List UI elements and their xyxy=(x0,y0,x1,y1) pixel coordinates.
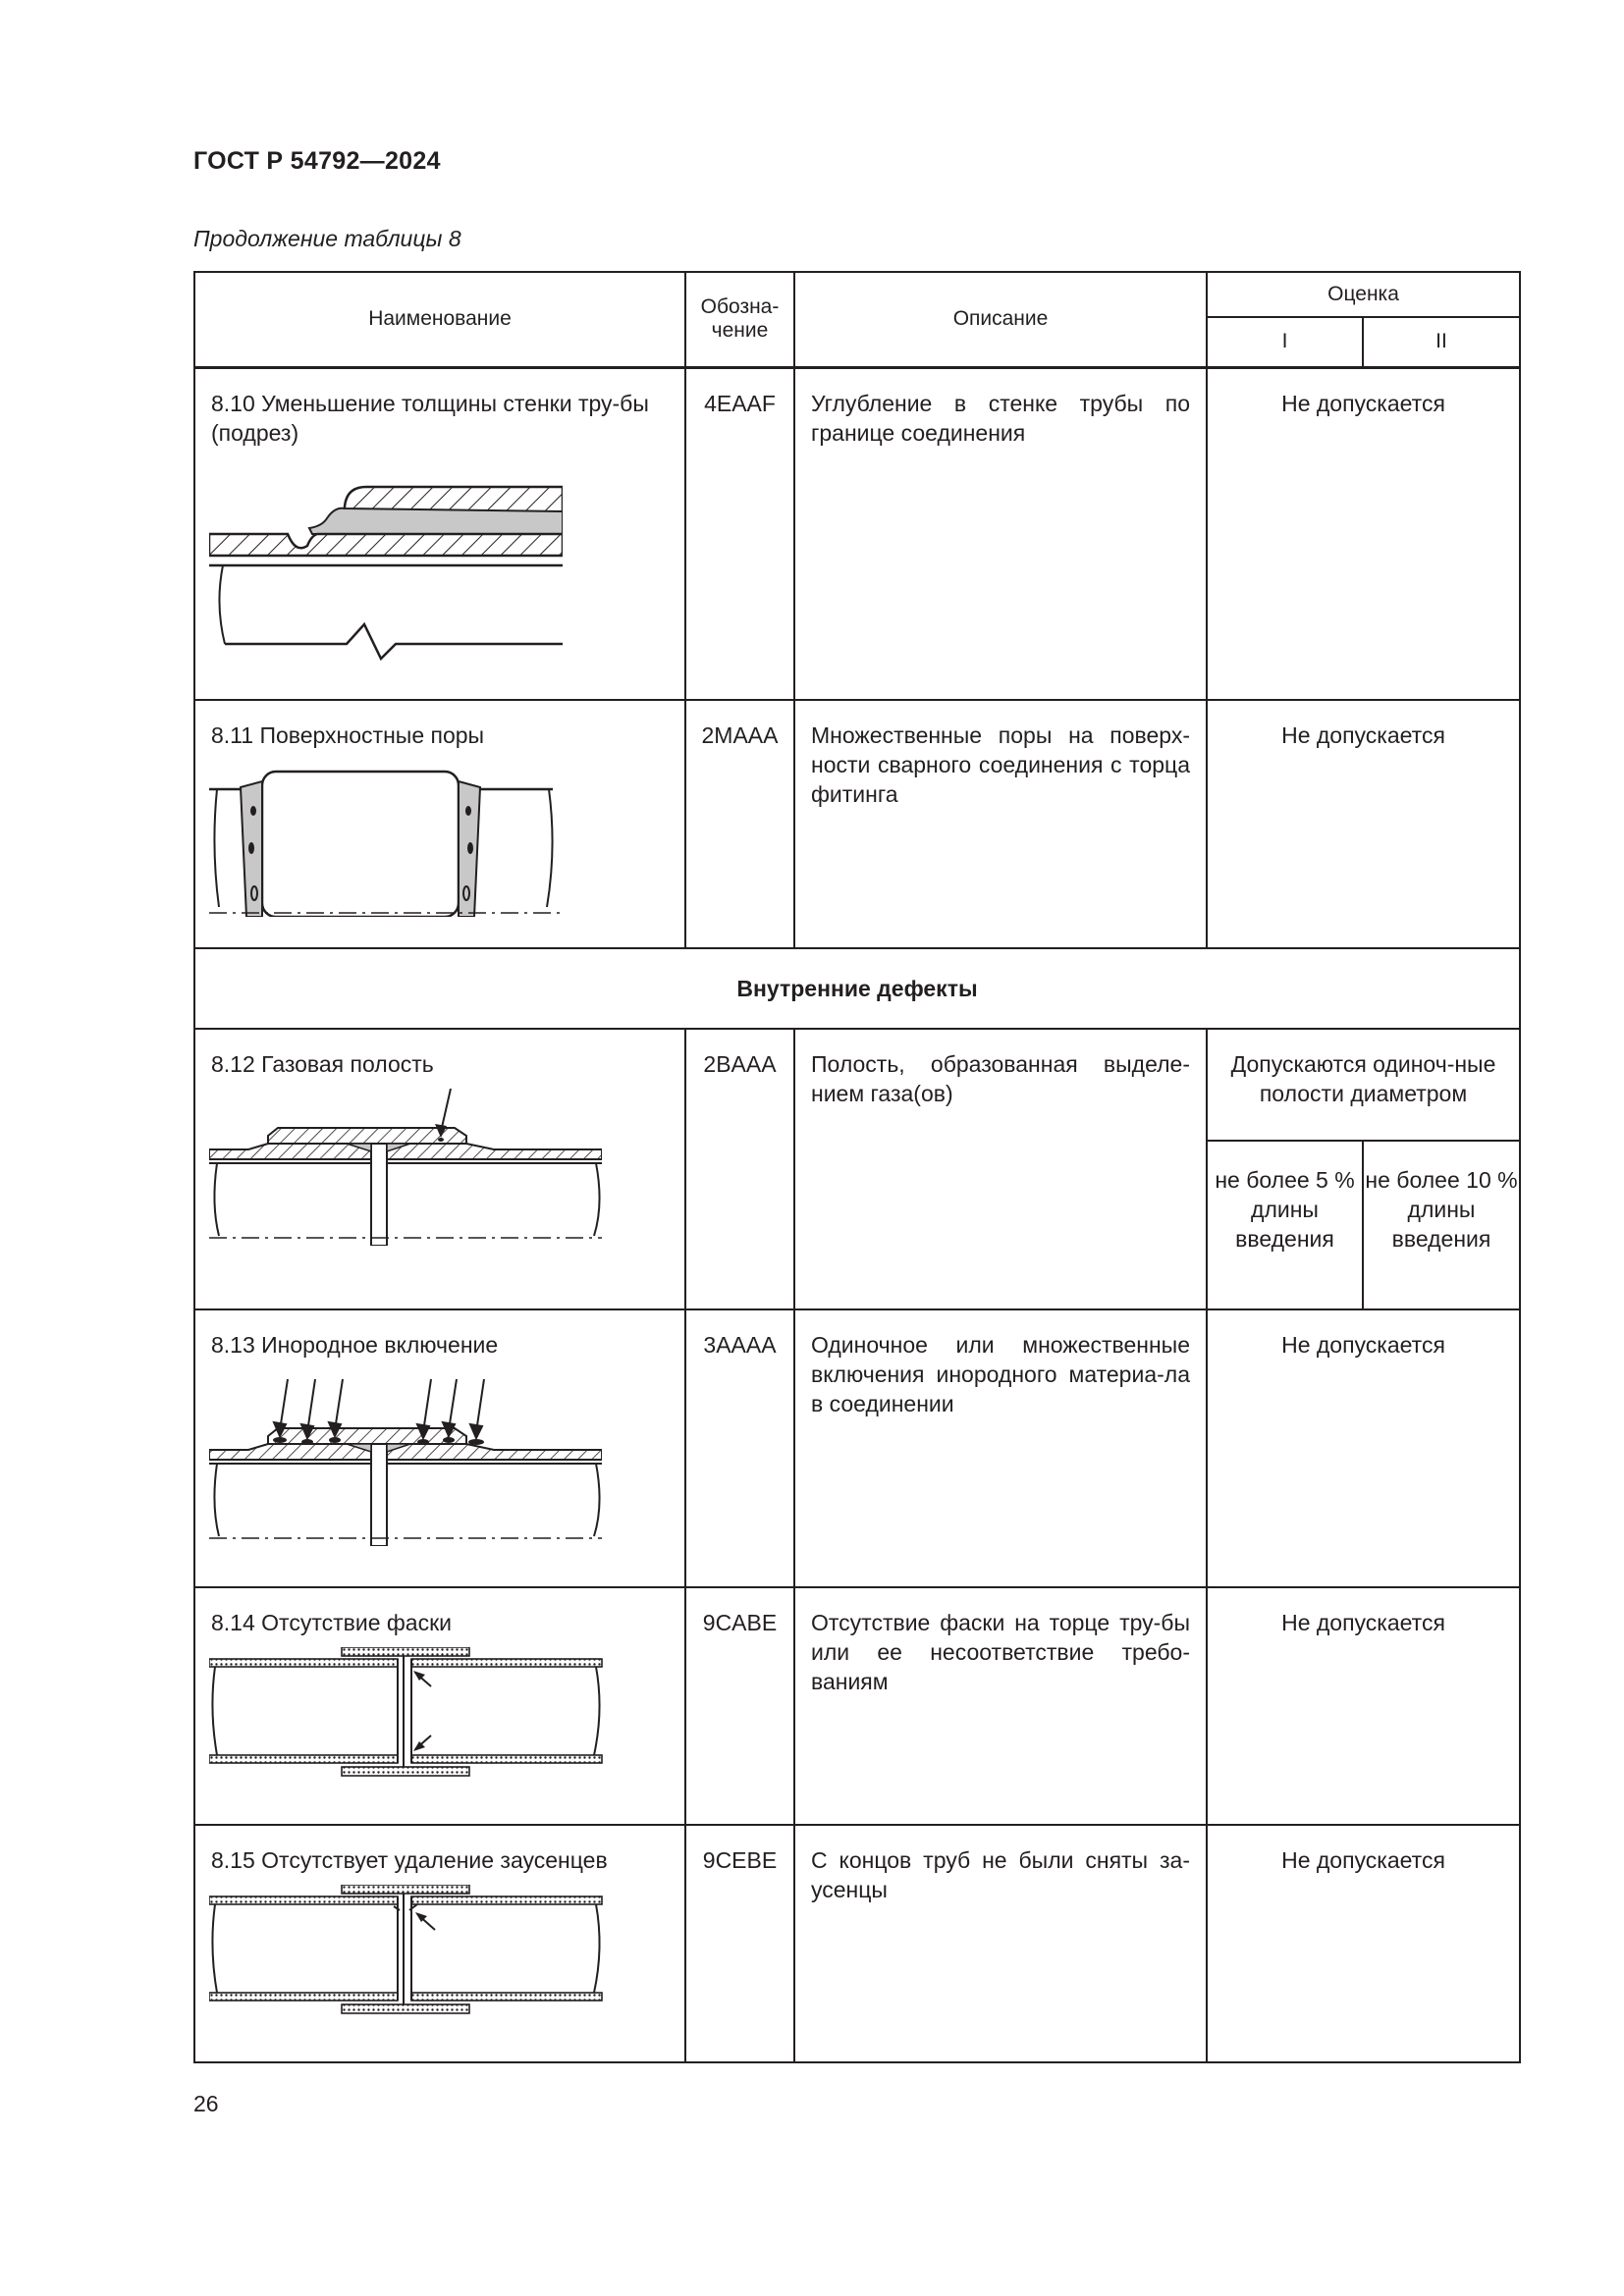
defect-code: 4EAAF xyxy=(685,367,794,700)
foreign-inclusion-diagram xyxy=(209,1369,602,1546)
document-id: ГОСТ Р 54792—2024 xyxy=(193,147,441,175)
table-row xyxy=(194,1587,1520,1824)
col-header-assessment: Оценка xyxy=(1207,272,1520,317)
defect-description: С концов труб не были сняты за-усенцы xyxy=(794,1825,1207,2062)
defect-name: 8.14 Отсутствие фаски xyxy=(211,1610,453,1636)
col-header-level-1: I xyxy=(1207,317,1363,367)
defect-description: Отсутствие фаски на торце тру-бы или ее несоответствие требо-ваниям xyxy=(794,1587,1207,1824)
defect-name: 8.11 Поверхностные поры xyxy=(211,721,485,748)
defect-name: 8.12 Газовая полость xyxy=(211,1050,434,1077)
defect-description: Углубление в стенке трубы по границе соединения xyxy=(794,367,1207,700)
defect-assessment: Не допускается xyxy=(1207,1309,1520,1588)
defect-assessment: Не допускается xyxy=(1207,700,1520,948)
section-title: Внутренние дефекты xyxy=(194,948,1520,1028)
col-header-description: Описание xyxy=(794,272,1207,367)
defect-assessment: Не допускается xyxy=(1207,1825,1520,2062)
page-number: 26 xyxy=(193,2091,219,2116)
undercut-diagram xyxy=(209,457,563,664)
col-header-code: Обозна- чение xyxy=(685,272,794,367)
defect-name: 8.10 Уменьшение толщины стенки тру-бы (подрез) xyxy=(211,390,649,446)
defect-name: 8.13 Инородное включение xyxy=(211,1331,499,1358)
table-row xyxy=(194,1309,1520,1588)
defect-assessment: Не допускается xyxy=(1207,1587,1520,1824)
burr-not-removed-diagram xyxy=(209,1885,622,2022)
defect-description: Одиночное или множественные включения инородного материа-ла в соединении xyxy=(794,1309,1207,1588)
defect-code: 9CABE xyxy=(685,1587,794,1824)
defects-table xyxy=(193,271,1521,2063)
defect-code: 9CEBE xyxy=(685,1825,794,2062)
col-header-name: Наименование xyxy=(194,272,685,367)
col-header-level-2: II xyxy=(1363,317,1520,367)
missing-chamfer-diagram xyxy=(209,1647,622,1785)
table-header-row xyxy=(194,272,1520,317)
defect-code: 2MAAA xyxy=(685,700,794,948)
defect-code: 3AAAA xyxy=(685,1309,794,1588)
defect-assessment-level-2: не более 10 % длины введения xyxy=(1363,1141,1520,1309)
table-row xyxy=(194,700,1520,948)
defect-assessment: Не допускается xyxy=(1207,367,1520,700)
defect-description: Множественные поры на поверх-ности сварного соединения с торца фитинга xyxy=(794,700,1207,948)
table-row xyxy=(194,1825,1520,2062)
section-row xyxy=(194,948,1520,1028)
table-row xyxy=(194,1029,1520,1141)
defect-assessment: Допускаются одиноч-ные полости диаметром xyxy=(1207,1029,1520,1141)
table-caption: Продолжение таблицы 8 xyxy=(193,226,461,251)
surface-pores-diagram xyxy=(209,760,602,917)
defect-name: 8.15 Отсутствует удаление заусенцев xyxy=(211,1846,608,1873)
table-row xyxy=(194,367,1520,700)
gas-cavity-diagram xyxy=(209,1089,602,1246)
defect-code: 2BAAA xyxy=(685,1029,794,1309)
defect-assessment-level-1: не более 5 % длины введения xyxy=(1207,1141,1363,1309)
defect-description: Полость, образованная выделе-нием газа(ов) xyxy=(794,1029,1207,1309)
